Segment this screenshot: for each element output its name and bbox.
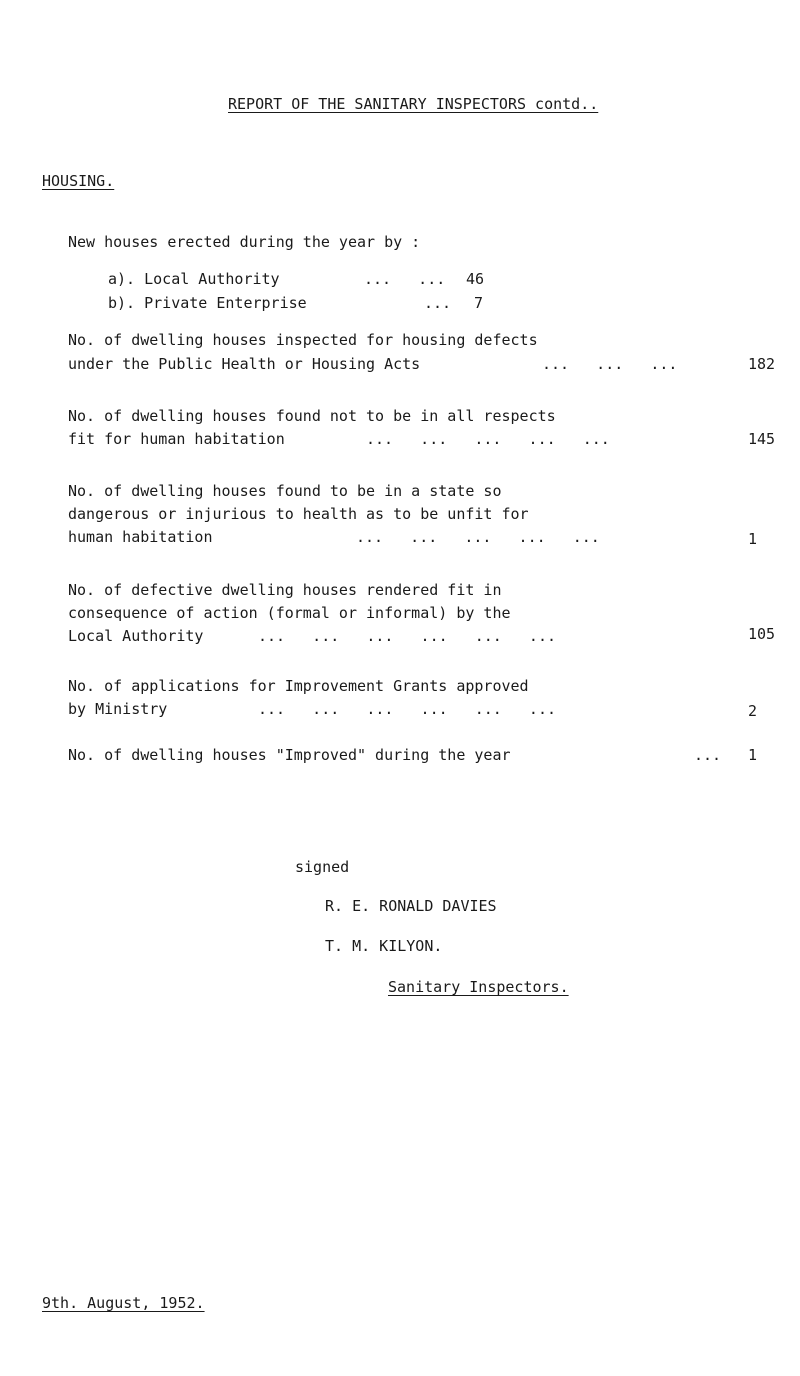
stat-line: No. of defective dwelling houses rendered fit in xyxy=(68,581,502,599)
stat-line: No. of dwelling houses inspected for housing defects xyxy=(68,331,538,349)
stat-line: by Ministry xyxy=(68,700,168,718)
item-label: a). Local Authority xyxy=(108,270,280,288)
stat-line: No. of dwelling houses found not to be in all respects xyxy=(68,407,556,425)
stat-value: 1 xyxy=(748,530,758,548)
item-label: b). Private Enterprise xyxy=(108,294,307,312)
stat-value: 1 xyxy=(748,746,758,764)
stat-line: No. of applications for Improvement Grants approved xyxy=(68,677,529,695)
stat-line: No. of dwelling houses found to be in a state so xyxy=(68,482,502,500)
stat-value: 182 xyxy=(748,355,776,373)
stat-leader: ... ... ... xyxy=(542,355,678,373)
stat-line: Local Authority xyxy=(68,627,204,645)
stat-value: 105 xyxy=(748,625,776,643)
item-value: 46 xyxy=(466,270,485,288)
report-title: REPORT OF THE SANITARY INSPECTORS contd.. xyxy=(228,95,599,113)
stat-leader: ... ... ... ... ... ... xyxy=(258,700,557,718)
section-heading: HOUSING. xyxy=(42,172,115,190)
item-value: 7 xyxy=(474,294,484,312)
signatory-title: Sanitary Inspectors. xyxy=(388,978,569,996)
stat-value: 2 xyxy=(748,702,758,720)
signatory-name: R. E. RONALD DAVIES xyxy=(325,897,497,915)
signed-label: signed xyxy=(295,858,350,876)
stat-line: under the Public Health or Housing Acts xyxy=(68,355,421,373)
stat-leader: ... xyxy=(694,746,722,764)
new-houses-intro: New houses erected during the year by : xyxy=(68,233,421,251)
stat-line: dangerous or injurious to health as to be unfit for xyxy=(68,505,529,523)
item-leader: ... ... xyxy=(364,270,446,288)
item-leader: ... xyxy=(424,294,452,312)
stat-line: No. of dwelling houses "Improved" during the year xyxy=(68,746,511,764)
stat-leader: ... ... ... ... ... xyxy=(356,528,600,546)
signatory-name: T. M. KILYON. xyxy=(325,937,443,955)
stat-line: human habitation xyxy=(68,528,213,546)
report-date: 9th. August, 1952. xyxy=(42,1294,205,1312)
stat-leader: ... ... ... ... ... ... xyxy=(258,627,557,645)
stat-line: consequence of action (formal or informal) by the xyxy=(68,604,511,622)
stat-value: 145 xyxy=(748,430,776,448)
stat-line: fit for human habitation xyxy=(68,430,285,448)
stat-leader: ... ... ... ... ... xyxy=(366,430,610,448)
